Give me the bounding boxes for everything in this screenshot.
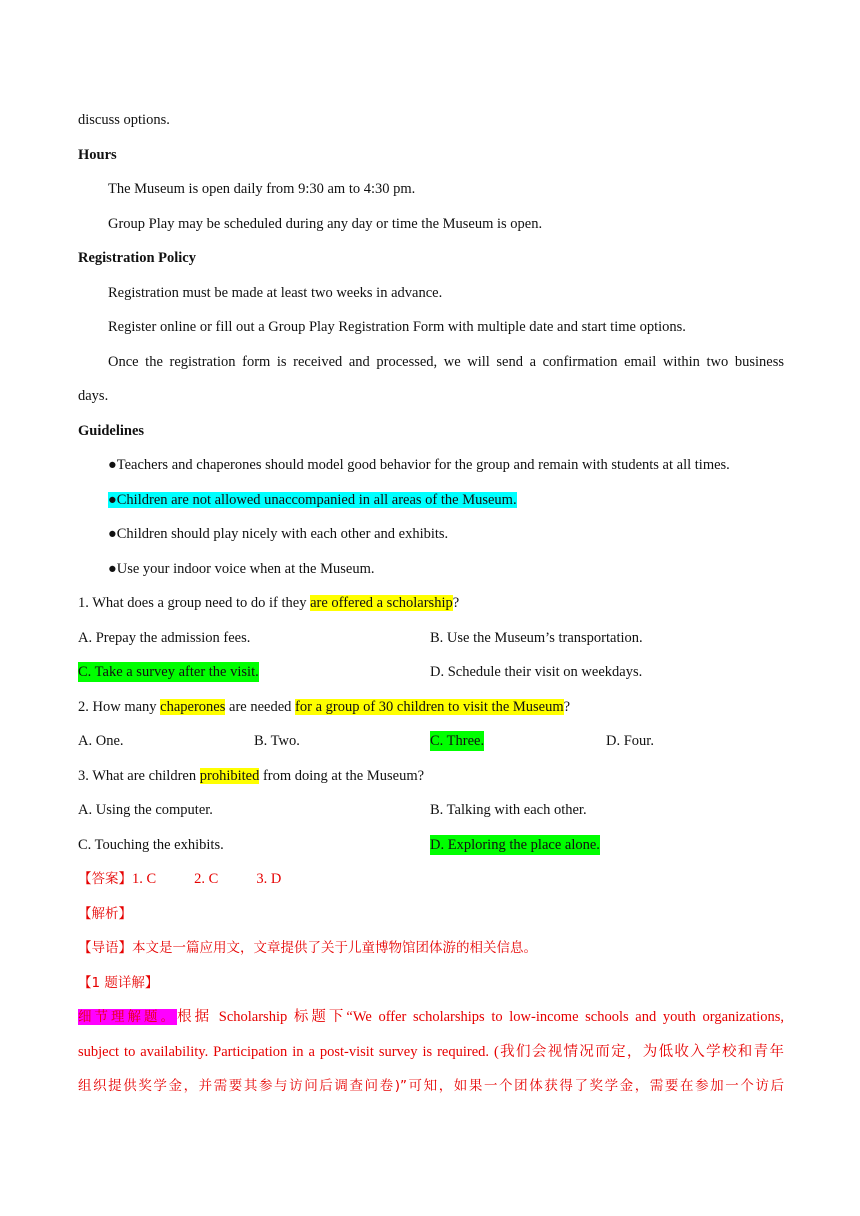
question-1-text: 1. What does a group need to do if they — [78, 595, 311, 611]
q3-option-c: C. Touching the exhibits. — [78, 837, 224, 853]
answer-line — [78, 869, 784, 889]
registration-line-2: Register online or fill out a Group Play Registration Form with multiple date and start time options. — [108, 319, 686, 335]
q1-explanation-line-2: subject to availability. Participation in a post-visit survey is required. (我们会视情况而定，为低收入学校和青年 — [78, 1044, 784, 1060]
q2-option-a: A. One. — [78, 733, 124, 749]
intro-label: 【导语】 — [78, 940, 132, 956]
q1-option-a: A. Prepay the admission fees. — [78, 630, 251, 646]
question-2-text-mid: are needed — [225, 699, 296, 715]
question-2-stem — [78, 697, 784, 717]
registration-line-1: Registration must be made at least two weeks in advance. — [108, 285, 443, 301]
question-3-text-end: from doing at the Museum? — [259, 768, 425, 784]
q1-explanation-text: 根据 Scholarship 标题下“We offer scholarships to low-income schools and youth organizations, — [177, 1009, 785, 1025]
hours-heading: Hours — [78, 147, 117, 163]
question-type-tag: 细节理解题。 — [78, 1009, 178, 1025]
question-3-text: 3. What are children — [78, 768, 200, 784]
q1-option-d: D. Schedule their visit on weekdays. — [430, 664, 643, 680]
answer-item: 1. C — [132, 871, 157, 887]
question-2-mark: ? — [563, 699, 571, 715]
q1-detail-label: 【1 题详解】 — [78, 975, 159, 991]
question-3-keyword: prohibited — [199, 768, 260, 784]
q2-option-d: D. Four. — [606, 733, 654, 749]
q1-explanation-line-1 — [78, 1007, 784, 1027]
q3-option-a: A. Using the computer. — [78, 802, 213, 818]
q2-option-c-correct: C. Three. — [430, 733, 485, 749]
guidelines-heading: Guidelines — [78, 423, 145, 439]
q3-option-d-correct: D. Exploring the place alone. — [430, 837, 600, 853]
registration-line-3: Once the registration form is received and processed, we will send a confirmation email within two business — [108, 354, 784, 370]
q1-option-b: B. Use the Museum’s transportation. — [430, 630, 643, 646]
guideline-item-highlighted — [108, 490, 784, 510]
question-2-keyword-2: for a group of 30 children to visit the Museum — [295, 699, 564, 715]
question-3-stem — [78, 766, 784, 786]
question-2-text: 2. How many — [78, 699, 161, 715]
intro-text: 本文是一篇应用文，文章提供了关于儿童博物馆团体游的相关信息。 — [132, 940, 537, 956]
q2-option-b: B. Two. — [254, 733, 300, 749]
guideline-item: ●Children should play nicely with each other and exhibits. — [108, 526, 449, 542]
guideline-item: ●Use your indoor voice when at the Museum. — [108, 561, 375, 577]
guideline-item: ●Teachers and chaperones should model good behavior for the group and remain with students at all times. — [108, 457, 730, 473]
analysis-label: 【解析】 — [78, 906, 132, 922]
answer-label: 【答案】 — [78, 871, 132, 887]
registration-line-3-end: days. — [78, 388, 109, 404]
guideline-highlight: ●Children are not allowed unaccompanied in all areas of the Museum. — [108, 492, 517, 508]
answer-item: 3. D — [256, 871, 282, 887]
question-1-mark: ? — [452, 595, 460, 611]
intro-line — [78, 938, 784, 958]
answer-item: 2. C — [194, 871, 219, 887]
hours-line-2: Group Play may be scheduled during any day or time the Museum is open. — [108, 216, 543, 232]
q1-option-c-correct: C. Take a survey after the visit. — [78, 664, 259, 680]
hours-line-1: The Museum is open daily from 9:30 am to 4:30 pm. — [108, 181, 416, 197]
question-2-keyword: chaperones — [160, 699, 226, 715]
question-1-stem — [78, 593, 784, 613]
question-1-keyword: are offered a scholarship — [310, 595, 453, 611]
passage-continuation: discuss options. — [78, 112, 170, 128]
q1-explanation-line-3: 组织提供奖学金，并需要其参与访问后调查问卷)”可知，如果一个团体获得了奖学金，需要在参加一个访后 — [78, 1078, 784, 1094]
q3-option-b: B. Talking with each other. — [430, 802, 587, 818]
registration-heading: Registration Policy — [78, 250, 196, 266]
